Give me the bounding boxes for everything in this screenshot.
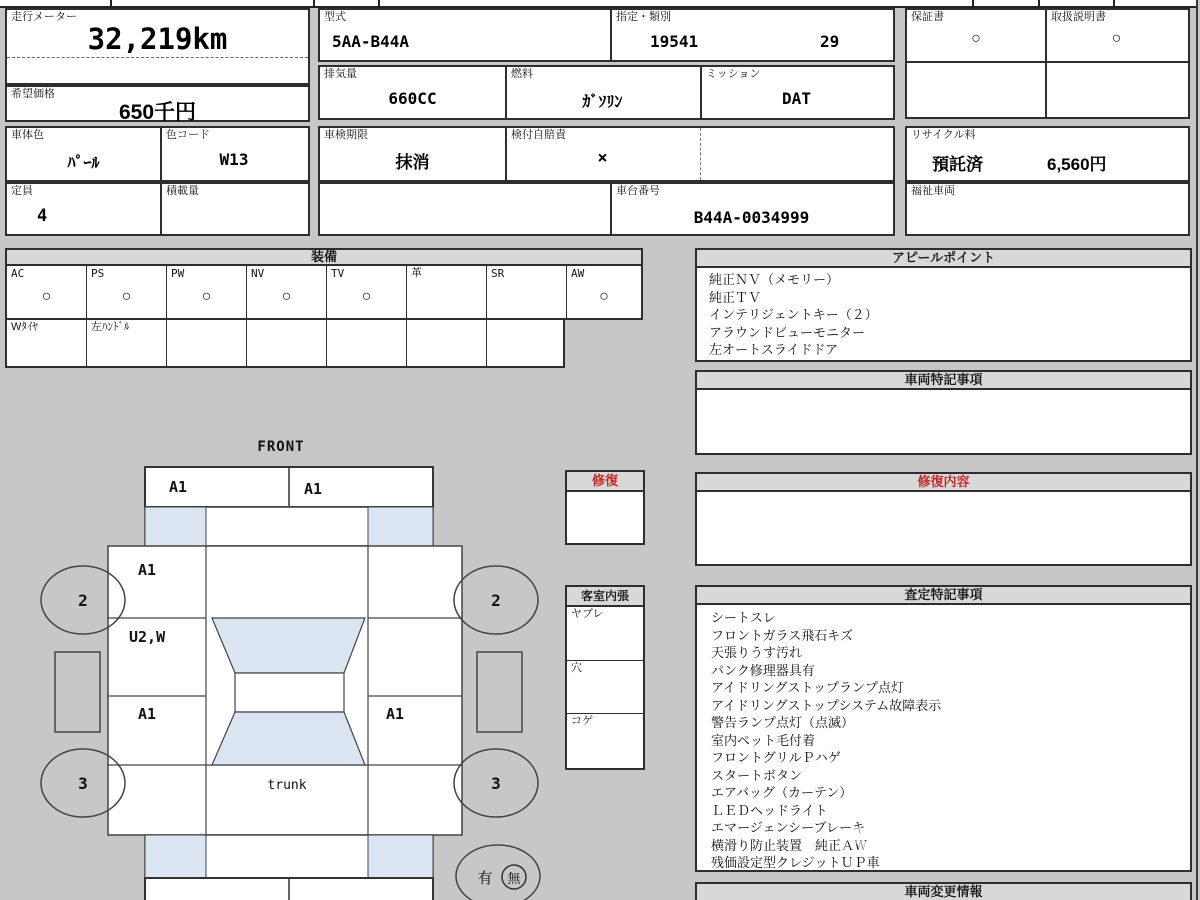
class-value-1: 19541 [650,32,699,51]
hood-glass-right [368,507,433,546]
body-color-value: ﾊﾟｰﾙ [67,153,100,172]
inspection-value: 抹消 [395,153,430,172]
windshield [212,618,365,673]
payload-label: 積載量 [166,185,199,197]
model-label: 型式 [324,11,346,23]
rear-window [212,712,365,765]
welfare-box [905,182,1190,236]
capacity-label: 定員 [11,185,33,197]
vehicle-notes-title: 車両特記事項 [697,372,1190,390]
equip-mark-tv: ○ [361,288,372,305]
hatch-glass-left [145,835,206,878]
right-rear-door-code: A1 [385,705,405,723]
equip-label-leather: 革 [411,267,422,279]
equip-mark-pw: ○ [201,288,212,305]
assessment-line: フロントガラス飛石キズ [711,627,853,643]
spare-none-label: 無 [507,872,521,887]
rear-left-wheel-code: 3 [78,774,88,793]
equipment-row [5,264,643,320]
equip-mark-ac: ○ [41,288,52,305]
interior-box [565,585,645,770]
scan-edge-line [1196,0,1198,900]
capacity-value: 4 [37,206,48,226]
assessment-line: アイドリングストップランプ点灯 [711,680,905,695]
chassis-label: 車台番号 [616,185,660,197]
warranty-label: 保証書 [911,11,944,23]
assessment-line: 室内ペット毛付着 [711,732,816,748]
recycle-status: 預託済 [932,155,983,174]
assessment-line: 残価設定型クレジットＵＰ車 [711,855,880,870]
front-right-wheel-code: 2 [491,591,501,610]
front-bumper-left-code: A1 [168,478,188,496]
fuel-value: ｶﾞｿﾘﾝ [582,92,623,111]
equipment-title: 装備 [310,249,337,264]
assessment-line: アイドリングストップシステム故障表示 [711,697,942,713]
divider [160,184,162,234]
equip-label-sr: SR [491,267,505,280]
chassis-box [318,182,895,236]
recycle-amount: 6,560円 [1047,155,1107,174]
trunk-label: trunk [267,778,307,793]
equipment-notes-row [5,318,565,368]
assessment-line: スタートボタン [711,767,803,783]
spare-have-label: 有 [477,869,493,887]
equip-label-pw: PW [171,267,185,280]
appeal-line: アラウンドビューモニター [709,324,866,340]
hatch-glass-right [368,835,433,878]
recycle-box [905,126,1190,182]
assessment-section [695,585,1192,872]
assessment-line: シートスレ [711,610,776,625]
roof-panel [235,673,344,712]
equip-mark-ps: ○ [121,288,132,305]
assessment-line: フロントグリルＰハゲ [711,750,841,765]
capacity-box [5,182,310,236]
appeal-title: アピールポイント [697,250,1190,268]
divider [610,10,612,60]
odometer-box [5,8,310,85]
top-edge-tick [110,0,112,6]
spare-tire-indicator [456,845,540,900]
front-left-wheel-code: 2 [78,591,88,610]
assessment-line: 警告ランプ点灯（点滅） [711,715,855,730]
left-fender-code: A1 [137,561,157,579]
appeal-line: 純正ＴＶ [709,289,762,305]
mission-label: ミッション [706,68,761,80]
equip-label-tv: TV [331,267,345,280]
repair-content-title: 修復内容 [697,474,1190,492]
manual-mark: ○ [1111,30,1122,47]
color-code-label: 色コード [166,129,210,141]
inspection-label: 車検期限 [324,129,368,141]
model-box [318,8,895,62]
equip-label-nv: NV [251,267,265,280]
front-label: FRONT [257,439,305,455]
left-side-step [55,652,100,732]
right-side-step [477,652,522,732]
equip-label-ac: AC [11,267,25,280]
equip-note-2: 左ﾊﾝﾄﾞﾙ [91,321,130,333]
interior-row-koge: コゲ [571,715,593,727]
left-front-door-code: U2,W [129,628,166,646]
repair-flag-title: 修復 [567,472,643,492]
top-edge-tick [1113,0,1115,6]
appeal-section [695,248,1192,362]
jibaiseki-value: × [597,148,608,168]
mission-value: DAT [782,89,811,108]
color-code-value: W13 [219,150,249,169]
body-color-label: 車体色 [11,129,44,141]
asking-price-box [5,85,310,122]
appeal-line: 左オートスライドドア [709,342,839,357]
divider [1045,10,1047,117]
displacement-value: 660CC [388,89,437,108]
top-edge-tick [972,0,974,6]
repair-flag-box [565,470,645,545]
manual-label: 取扱説明書 [1051,11,1106,23]
price-label: 希望価格 [11,88,55,100]
price-value: 650千円 [118,101,197,124]
watermark: WEB-STUDIO.PRO [842,770,1114,865]
assessment-line: パンク修理器具有 [711,662,815,678]
equip-mark-nv: ○ [281,288,292,305]
welfare-label: 福祉車両 [911,185,955,197]
change-info-section [695,882,1192,900]
inspection-box [318,126,895,182]
top-edge-strip [0,0,1196,8]
divider [7,57,308,58]
equip-label-ps: PS [91,267,105,280]
interior-row-ana: 穴 [571,662,582,674]
assessment-line: 横滑り防止装置 純正ＡＷ [711,837,868,853]
top-edge-tick [378,0,380,6]
assessment-line: ＬＥＤヘッドライト [711,802,828,818]
interior-row-yabure: ヤブレ [571,608,604,620]
divider [700,128,701,180]
fuel-label: 燃料 [511,68,533,80]
chassis-value: B44A-0034999 [693,208,810,227]
books-box [905,8,1190,119]
equip-note-1: Wﾀｲﾔ [11,321,38,333]
odometer-label: 走行メーター [11,11,77,23]
front-bumper-right-code: A1 [303,480,323,498]
left-rear-door-code: A1 [137,705,157,723]
assessment-title: 査定特記事項 [697,587,1190,605]
car-damage-diagram [0,430,560,900]
model-value: 5AA-B44A [332,32,410,51]
equip-label-aw: AW [571,267,585,280]
vehicle-notes-section [695,370,1192,455]
color-box [5,126,310,182]
warranty-mark: ○ [971,30,981,47]
equip-mark-aw: ○ [599,288,609,305]
appeal-line: インテリジェントキー（２） [709,307,878,322]
odometer-value: 32,219km [87,22,228,56]
repair-content-section [695,472,1192,566]
engine-box [318,65,895,120]
appeal-line: 純正ＮＶ（メモリー） [709,272,840,287]
hood-glass-left [145,507,206,546]
recycle-label: リサイクル料 [911,129,976,141]
change-info-title: 車両変更情報 [697,884,1190,900]
interior-title: 客室内張 [567,587,643,607]
assessment-line: 天張りうす汚れ [711,645,803,660]
assessment-line: エマージェンシーブレーキ [711,820,865,835]
top-edge-tick [1038,0,1040,6]
divider [907,61,1188,63]
class-value-2: 29 [820,32,840,51]
jibaiseki-label: 検付自賠責 [511,129,566,141]
assessment-line: エアバッグ（カーテン） [711,785,853,800]
displacement-label: 排気量 [324,68,357,80]
rear-right-wheel-code: 3 [491,774,501,793]
top-edge-tick [313,0,315,6]
class-label: 指定・類別 [616,11,671,23]
